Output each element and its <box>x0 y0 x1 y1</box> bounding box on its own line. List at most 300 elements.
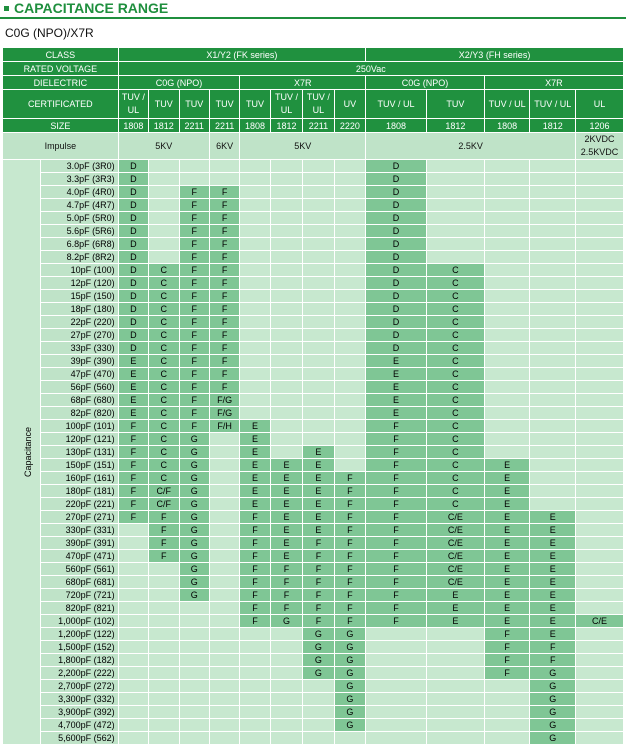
row-label: 2,700pF (272) <box>40 680 118 693</box>
cell <box>334 433 365 446</box>
class-row <box>3 48 624 62</box>
cell <box>303 160 334 173</box>
cell: F <box>366 485 427 498</box>
cell <box>118 563 148 576</box>
cell <box>576 407 624 420</box>
cell <box>303 225 334 238</box>
cell: D <box>118 277 148 290</box>
row-label: 56pF (560) <box>40 381 118 394</box>
cell <box>484 446 530 459</box>
cell: G <box>179 563 209 576</box>
cell <box>334 251 365 264</box>
cell: D <box>366 290 427 303</box>
cell <box>240 667 270 680</box>
table-row <box>3 472 624 485</box>
table-row <box>3 225 624 238</box>
cell: C <box>426 472 484 485</box>
cell: F <box>303 537 334 550</box>
table-row <box>3 316 624 329</box>
cell: F <box>240 589 270 602</box>
cell <box>270 719 302 732</box>
cell <box>270 316 302 329</box>
cell <box>149 225 179 238</box>
cell: E <box>530 589 576 602</box>
cell: E <box>118 381 148 394</box>
cell: G <box>179 550 209 563</box>
cell: G <box>179 498 209 511</box>
impulse-label: Impulse <box>3 133 119 160</box>
cell <box>303 394 334 407</box>
cell <box>530 212 576 225</box>
cell: F/G <box>209 394 239 407</box>
row-label: 5,600pF (562) <box>40 732 118 745</box>
cell: E <box>270 485 302 498</box>
cell <box>530 433 576 446</box>
cell <box>270 628 302 641</box>
cell <box>179 693 209 706</box>
cell <box>366 680 427 693</box>
cell <box>484 433 530 446</box>
cell: E <box>426 589 484 602</box>
cell <box>209 602 239 615</box>
cell: F <box>240 576 270 589</box>
cell <box>209 628 239 641</box>
cell <box>530 498 576 511</box>
cell: F <box>118 472 148 485</box>
cell <box>240 160 270 173</box>
cell: E <box>426 602 484 615</box>
cell: G <box>334 654 365 667</box>
class-label: CLASS <box>3 48 119 62</box>
row-label: 270pF (271) <box>40 511 118 524</box>
cell: C <box>149 459 179 472</box>
cell <box>179 628 209 641</box>
row-label: 130pF (131) <box>40 446 118 459</box>
cell <box>270 264 302 277</box>
size-label: SIZE <box>3 119 119 133</box>
cell <box>426 719 484 732</box>
cell: E <box>484 550 530 563</box>
impulse-2kvdc: 2KVDC 2.5KVDC <box>576 133 624 160</box>
cell <box>179 680 209 693</box>
cell <box>576 355 624 368</box>
cell <box>576 199 624 212</box>
cell <box>118 667 148 680</box>
cell: F <box>366 498 427 511</box>
cell: F <box>209 199 239 212</box>
cell <box>270 173 302 186</box>
class-x2y3: X2/Y3 (FH series) <box>366 48 624 62</box>
cell <box>303 693 334 706</box>
cell <box>530 251 576 264</box>
cell: G <box>179 576 209 589</box>
cell: D <box>118 342 148 355</box>
cell <box>334 329 365 342</box>
cell <box>209 589 239 602</box>
cell <box>484 316 530 329</box>
cell: E <box>484 485 530 498</box>
cell <box>576 264 624 277</box>
cell: G <box>530 706 576 719</box>
cell <box>209 719 239 732</box>
cell: C/F <box>149 485 179 498</box>
cell <box>270 732 302 745</box>
row-label: 390pF (391) <box>40 537 118 550</box>
cell <box>303 407 334 420</box>
cell <box>334 355 365 368</box>
cell <box>484 329 530 342</box>
cell <box>366 641 427 654</box>
cell <box>484 251 530 264</box>
cell <box>149 238 179 251</box>
cell: G <box>530 680 576 693</box>
cell <box>576 290 624 303</box>
row-label: 1,000pF (102) <box>40 615 118 628</box>
row-label: 680pF (681) <box>40 576 118 589</box>
cell <box>303 186 334 199</box>
cell: E <box>303 498 334 511</box>
impulse-2-5kv: 2.5KV <box>366 133 576 160</box>
cell <box>240 251 270 264</box>
cell <box>149 212 179 225</box>
cell <box>118 693 148 706</box>
cell: F <box>484 641 530 654</box>
cell: G <box>334 706 365 719</box>
cell: F <box>209 381 239 394</box>
cell <box>179 615 209 628</box>
size-col-11: 1812 <box>530 119 576 133</box>
cell: G <box>270 615 302 628</box>
cell <box>209 576 239 589</box>
cell: F <box>179 251 209 264</box>
cell: F <box>179 199 209 212</box>
row-label: 39pF (390) <box>40 355 118 368</box>
cell: C <box>149 446 179 459</box>
row-label: 18pF (180) <box>40 303 118 316</box>
cell: E <box>240 472 270 485</box>
row-label: 4.0pF (4R0) <box>40 186 118 199</box>
cell <box>484 680 530 693</box>
cell <box>240 303 270 316</box>
cell <box>576 420 624 433</box>
cell: F <box>118 485 148 498</box>
cell <box>209 472 239 485</box>
cell <box>240 628 270 641</box>
table-row <box>3 355 624 368</box>
row-label: 4.7pF (4R7) <box>40 199 118 212</box>
cell: C <box>426 446 484 459</box>
cell <box>303 264 334 277</box>
cell: C/E <box>426 576 484 589</box>
cell: G <box>334 719 365 732</box>
cell: E <box>240 498 270 511</box>
cert-col-1: TUV <box>149 90 179 119</box>
cell <box>426 199 484 212</box>
cell <box>484 355 530 368</box>
cell: F <box>209 329 239 342</box>
cell <box>426 732 484 745</box>
row-label: 1,800pF (182) <box>40 654 118 667</box>
cell: E <box>530 524 576 537</box>
dielectric-x7r-fk: X7R <box>240 76 366 90</box>
cell <box>209 160 239 173</box>
cell <box>530 238 576 251</box>
table-row <box>3 602 624 615</box>
cell: G <box>179 524 209 537</box>
table-row <box>3 368 624 381</box>
cell <box>576 381 624 394</box>
cell <box>270 199 302 212</box>
cell <box>426 628 484 641</box>
table-row <box>3 173 624 186</box>
table-row <box>3 264 624 277</box>
cell <box>576 251 624 264</box>
cell <box>149 667 179 680</box>
cell: G <box>530 693 576 706</box>
cell: C <box>426 394 484 407</box>
cell <box>179 160 209 173</box>
cell <box>240 264 270 277</box>
cell: F/H <box>209 420 239 433</box>
impulse-6kv: 6KV <box>209 133 239 160</box>
cell <box>149 173 179 186</box>
cell: E <box>118 394 148 407</box>
cell <box>303 173 334 186</box>
cell: F <box>240 615 270 628</box>
cell: D <box>118 316 148 329</box>
row-label: 2,200pF (222) <box>40 667 118 680</box>
cell <box>209 706 239 719</box>
cell: E <box>484 615 530 628</box>
cell <box>303 368 334 381</box>
cell: C <box>426 355 484 368</box>
cell: E <box>366 394 427 407</box>
size-col-6: 2211 <box>303 119 334 133</box>
rated-voltage-value: 250Vac <box>118 62 623 76</box>
cell <box>530 355 576 368</box>
table-row <box>3 550 624 563</box>
cell: G <box>303 628 334 641</box>
cell <box>426 212 484 225</box>
cell: C <box>426 407 484 420</box>
cell: E <box>240 485 270 498</box>
cell <box>303 420 334 433</box>
cell <box>270 368 302 381</box>
cell: F <box>270 563 302 576</box>
cell <box>303 732 334 745</box>
cell: F <box>334 563 365 576</box>
cell <box>576 732 624 745</box>
table-row <box>3 290 624 303</box>
size-col-8: 1808 <box>366 119 427 133</box>
table-row <box>3 420 624 433</box>
cell <box>118 706 148 719</box>
cell <box>118 537 148 550</box>
row-label: 3,300pF (332) <box>40 693 118 706</box>
cell: F <box>179 420 209 433</box>
cell: F <box>179 303 209 316</box>
table-row <box>3 329 624 342</box>
cell <box>303 680 334 693</box>
cell: E <box>484 511 530 524</box>
cell <box>209 511 239 524</box>
row-label: 180pF (181) <box>40 485 118 498</box>
cell <box>576 160 624 173</box>
cell <box>576 329 624 342</box>
cell: F <box>149 524 179 537</box>
cell: F <box>209 355 239 368</box>
table-row <box>3 615 624 628</box>
cell: C/F <box>149 498 179 511</box>
row-label: 1,500pF (152) <box>40 641 118 654</box>
cell: D <box>366 277 427 290</box>
cell <box>270 186 302 199</box>
cell: F <box>334 498 365 511</box>
cell <box>209 173 239 186</box>
cell <box>576 667 624 680</box>
cell: D <box>118 225 148 238</box>
cell: F <box>209 212 239 225</box>
cell: E <box>484 589 530 602</box>
cell: F <box>149 550 179 563</box>
cell <box>240 719 270 732</box>
cell <box>426 251 484 264</box>
cell: F <box>179 342 209 355</box>
cell: C <box>426 303 484 316</box>
cell <box>484 277 530 290</box>
cell: E <box>530 537 576 550</box>
cell <box>270 342 302 355</box>
cell <box>484 290 530 303</box>
cell <box>484 303 530 316</box>
cell <box>118 641 148 654</box>
capacitance-axis-label <box>3 160 41 745</box>
size-row <box>3 119 624 133</box>
cell: F <box>334 602 365 615</box>
cell <box>149 654 179 667</box>
table-row <box>3 589 624 602</box>
row-label: 560pF (561) <box>40 563 118 576</box>
row-label: 15pF (150) <box>40 290 118 303</box>
row-label: 470pF (471) <box>40 550 118 563</box>
table-row <box>3 459 624 472</box>
cell <box>530 407 576 420</box>
cell: G <box>303 641 334 654</box>
cell: F <box>179 394 209 407</box>
cell <box>149 615 179 628</box>
cell: F <box>179 368 209 381</box>
cell: E <box>303 485 334 498</box>
cell <box>240 641 270 654</box>
row-label: 160pF (161) <box>40 472 118 485</box>
size-col-3: 2211 <box>209 119 239 133</box>
cell: E <box>270 472 302 485</box>
cell <box>179 654 209 667</box>
capacitance-label-text: Capacitance <box>23 426 34 478</box>
cell: C <box>149 394 179 407</box>
cell: E <box>303 472 334 485</box>
cell: E <box>426 615 484 628</box>
cell <box>270 706 302 719</box>
table-row <box>3 433 624 446</box>
cell <box>303 212 334 225</box>
cell <box>179 706 209 719</box>
cell <box>209 459 239 472</box>
size-col-5: 1812 <box>270 119 302 133</box>
cell <box>270 394 302 407</box>
cell <box>209 641 239 654</box>
size-col-10: 1808 <box>484 119 530 133</box>
cell <box>149 251 179 264</box>
cell: F <box>209 238 239 251</box>
cell <box>530 368 576 381</box>
cell <box>334 420 365 433</box>
cell <box>484 706 530 719</box>
cell: D <box>366 199 427 212</box>
cell <box>209 524 239 537</box>
cell: F <box>179 186 209 199</box>
cell: E <box>484 459 530 472</box>
cell: C <box>149 290 179 303</box>
class-x1y2: X1/Y2 (FK series) <box>118 48 365 62</box>
cell: D <box>118 251 148 264</box>
cell <box>270 693 302 706</box>
cell: E <box>530 576 576 589</box>
cell: E <box>270 550 302 563</box>
cell <box>270 329 302 342</box>
cell <box>576 693 624 706</box>
cell <box>484 732 530 745</box>
cell <box>149 589 179 602</box>
cell <box>209 563 239 576</box>
cell <box>240 693 270 706</box>
cell <box>118 654 148 667</box>
cell <box>118 524 148 537</box>
cell: E <box>530 602 576 615</box>
cell: D <box>366 303 427 316</box>
cell <box>209 537 239 550</box>
cell: E <box>530 563 576 576</box>
cell: F <box>209 186 239 199</box>
cell <box>530 186 576 199</box>
row-label: 4,700pF (472) <box>40 719 118 732</box>
cell <box>179 719 209 732</box>
cell: E <box>484 498 530 511</box>
cell: C <box>149 342 179 355</box>
cell: E <box>366 407 427 420</box>
cell <box>209 654 239 667</box>
cell: C/E <box>426 511 484 524</box>
cell <box>149 563 179 576</box>
cell: F <box>179 329 209 342</box>
cell: C <box>426 277 484 290</box>
cell: D <box>366 225 427 238</box>
table-row <box>3 511 624 524</box>
impulse-5kv-x7r: 5KV <box>240 133 366 160</box>
cell <box>334 277 365 290</box>
cell <box>426 225 484 238</box>
cell: D <box>118 186 148 199</box>
cell: E <box>366 355 427 368</box>
cell <box>240 355 270 368</box>
cell <box>209 693 239 706</box>
row-label: 100pF (101) <box>40 420 118 433</box>
cell <box>118 550 148 563</box>
cell <box>303 381 334 394</box>
size-col-7: 2220 <box>334 119 365 133</box>
table-row <box>3 576 624 589</box>
cell <box>179 667 209 680</box>
